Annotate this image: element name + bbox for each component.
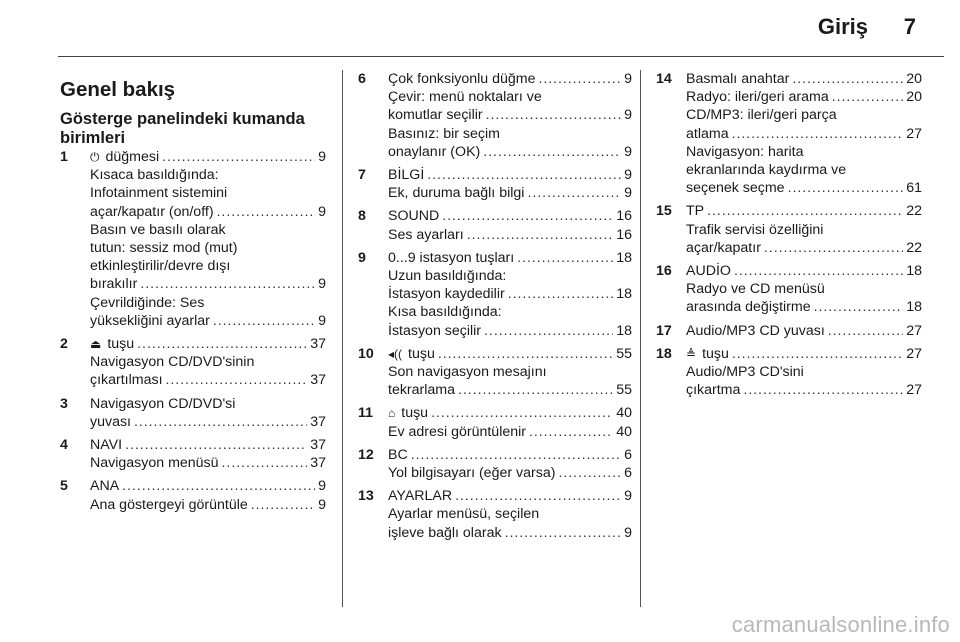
page-reference: 37 (310, 413, 326, 430)
entry-line (388, 303, 632, 321)
entry-line (90, 436, 326, 454)
index-entry (60, 477, 326, 513)
page-reference: 20 (906, 71, 922, 87)
entry-text: açar/kapatır (686, 239, 761, 256)
entry-text: NAVI (90, 437, 123, 454)
entry-body (686, 345, 922, 400)
dot-leader (411, 446, 621, 464)
entry-line (90, 257, 326, 275)
dot-leader (427, 166, 621, 184)
entry-text: etkinleştirilir/devre dışı (90, 258, 231, 275)
index-entry (60, 395, 326, 431)
page-reference: 22 (906, 203, 922, 220)
page-reference: 40 (616, 423, 632, 440)
entry-text: İstasyon seçilir (388, 322, 482, 339)
dot-leader (505, 524, 622, 542)
index-entry (358, 487, 632, 542)
entry-line (90, 413, 326, 431)
entry-text: Ek, duruma bağlı bilgi (388, 185, 525, 202)
entry-line (90, 312, 326, 330)
entry-number: 10 (358, 345, 374, 362)
entry-line (388, 524, 632, 542)
entry-text: yuvası (90, 413, 132, 430)
dot-leader (122, 477, 315, 495)
index-entry (656, 345, 922, 400)
entry-line (90, 275, 326, 293)
entry-body (388, 249, 632, 340)
entry-list (60, 148, 326, 514)
dot-leader (125, 436, 307, 454)
entry-line (686, 262, 922, 280)
entry-line (388, 207, 632, 225)
entry-body (90, 477, 326, 513)
page-reference: 18 (616, 322, 632, 339)
section-title: Genel bakış (60, 78, 176, 101)
entry-line (90, 184, 326, 202)
page-reference: 27 (906, 125, 922, 142)
entry-text: Çevir: menü noktaları ve (388, 89, 542, 106)
entry-line (388, 106, 632, 124)
entry-body (686, 262, 922, 317)
column-divider (640, 70, 641, 607)
dot-leader (828, 322, 903, 340)
home-icon: ⌂ (388, 406, 396, 421)
page-reference: 37 (310, 437, 326, 454)
dot-leader (792, 70, 903, 88)
dot-leader (538, 70, 621, 88)
entry-text: tuşu (702, 345, 729, 362)
entry-body (90, 335, 326, 390)
entry-text: Trafik servisi özelliğini (686, 221, 824, 238)
entry-number: 17 (656, 322, 672, 339)
entry-line (388, 70, 632, 88)
entry-line (90, 353, 326, 371)
entry-line (686, 345, 922, 363)
dot-leader (508, 285, 614, 303)
entry-number: 13 (358, 488, 374, 505)
entry-line (388, 226, 632, 244)
page-reference: 18 (906, 299, 922, 316)
entry-text: Basın ve basılı olarak (90, 221, 226, 238)
page-reference: 27 (906, 382, 922, 399)
entry-line (686, 381, 922, 399)
dot-leader (734, 262, 903, 280)
dot-leader (458, 381, 613, 399)
entry-line (388, 166, 632, 184)
entry-body (388, 404, 632, 440)
entry-text: tekrarlama (388, 382, 456, 399)
entry-line (388, 88, 632, 106)
page-reference: 27 (906, 345, 922, 362)
entry-line (686, 179, 922, 197)
dot-leader (431, 404, 613, 422)
page-reference: 9 (624, 107, 632, 124)
entry-list (656, 70, 922, 399)
entry-text: onaylanır (OK) (388, 143, 481, 160)
entry-text: tuşu (107, 336, 135, 353)
column-1 (60, 70, 326, 519)
entry-text: Infotainment sistemini (90, 185, 228, 202)
entry-body (388, 345, 632, 400)
entry-line (90, 166, 326, 184)
entry-line (388, 125, 632, 143)
dot-leader (483, 143, 621, 161)
index-entry (656, 202, 922, 257)
entry-text: CD/MP3: ileri/geri parça (686, 107, 837, 124)
entry-body (686, 322, 922, 340)
index-entry (656, 322, 922, 340)
entry-line (388, 249, 632, 267)
entry-text: işleve bağlı olarak (388, 524, 502, 541)
dot-leader (166, 371, 308, 389)
dot-leader (486, 106, 622, 124)
dot-leader (484, 322, 613, 340)
entry-text: Son navigasyon mesajını (388, 364, 547, 381)
entry-line (686, 298, 922, 316)
entry-line (90, 454, 326, 472)
page-reference: 9 (318, 496, 326, 513)
entry-text: bırakılır (90, 276, 138, 293)
page-reference: 9 (624, 71, 632, 87)
entry-line (686, 70, 922, 88)
dot-leader (764, 239, 903, 257)
index-entry (656, 262, 922, 317)
entry-number: 2 (60, 336, 68, 353)
entry-text: Audio/MP3 CD yuvası (686, 322, 825, 339)
entry-text: açar/kapatır (on/off) (90, 203, 214, 220)
page-reference: 27 (906, 322, 922, 339)
dot-leader (442, 207, 613, 225)
index-entry (358, 345, 632, 400)
entry-number: 6 (358, 71, 366, 87)
entry-text: TP (686, 203, 705, 220)
entry-text: Navigasyon: harita (686, 143, 804, 160)
page-reference: 9 (318, 312, 326, 329)
entry-line (388, 381, 632, 399)
index-entry (60, 148, 326, 330)
entry-line (686, 322, 922, 340)
entry-body (686, 202, 922, 257)
entry-line (90, 395, 326, 413)
entry-line (90, 221, 326, 239)
entry-text: ANA (90, 478, 120, 495)
page-reference: 55 (616, 345, 632, 362)
entry-line (90, 371, 326, 389)
entry-line (90, 496, 326, 514)
entry-number: 18 (656, 345, 672, 362)
entry-line (388, 267, 632, 285)
dot-leader (558, 464, 621, 482)
index-entry (358, 249, 632, 340)
entry-text: çıkartılması (90, 372, 163, 389)
entry-text: çıkartma (686, 382, 741, 399)
index-entry (358, 446, 632, 482)
entry-body (686, 70, 922, 197)
entry-text: Uzun basıldığında: (388, 268, 507, 285)
dot-leader (222, 454, 308, 472)
entry-body (388, 70, 632, 161)
page-reference: 37 (310, 372, 326, 389)
entry-line (686, 202, 922, 220)
dot-leader (140, 275, 315, 293)
entry-number: 4 (60, 437, 68, 454)
entry-line (90, 477, 326, 495)
page-reference: 9 (624, 488, 632, 505)
entry-text: Ayarlar menüsü, seçilen (388, 506, 540, 523)
entry-line (388, 285, 632, 303)
entry-text: düğmesi (105, 149, 160, 165)
page-reference: 18 (616, 286, 632, 303)
entry-text: SOUND (388, 208, 440, 225)
entry-text: Audio/MP3 CD'sini (686, 364, 804, 381)
entry-text: tutun: sessiz mod (mut) (90, 240, 238, 257)
entry-line (388, 505, 632, 523)
page-reference: 20 (906, 89, 922, 106)
page-header-title: Giriş (817, 14, 868, 39)
entry-text: Ev adresi görüntülenir (388, 423, 527, 440)
entry-text: Çevrildiğinde: Ses (90, 294, 205, 311)
page-reference: 37 (310, 455, 326, 472)
entry-text: tuşu (401, 405, 429, 422)
page-reference: 61 (906, 180, 922, 197)
dot-leader (251, 496, 315, 514)
entry-line (388, 345, 632, 363)
dot-leader (134, 413, 307, 431)
entry-text: atlama (686, 125, 729, 142)
entry-text: Radyo ve CD menüsü (686, 281, 825, 298)
page-reference: 9 (624, 167, 632, 184)
entry-body (388, 207, 632, 243)
dot-leader (732, 125, 904, 143)
entry-line (686, 161, 922, 179)
entry-line (388, 143, 632, 161)
entry-line (388, 184, 632, 202)
entry-line (686, 239, 922, 257)
entry-number: 12 (358, 446, 374, 463)
dot-leader (832, 88, 903, 106)
index-entry (60, 436, 326, 472)
entry-text: seçenek seçme (686, 180, 785, 197)
page-reference: 9 (624, 143, 632, 160)
page-reference: 6 (624, 465, 632, 482)
entry-line (90, 239, 326, 257)
entry-text: yüksekliğini ayarlar (90, 312, 210, 329)
index-entry (358, 404, 632, 440)
dot-leader (438, 345, 613, 363)
entry-body (388, 166, 632, 202)
entry-line (686, 106, 922, 124)
entry-line (686, 363, 922, 381)
dot-leader (788, 179, 904, 197)
entry-text: Basınız: bir seçim (388, 125, 500, 142)
entry-text: AYARLAR (388, 488, 453, 505)
dot-leader (732, 345, 903, 363)
entry-line (90, 294, 326, 312)
entry-number: 7 (358, 167, 366, 184)
entry-line (686, 280, 922, 298)
entry-text: AUDİO (686, 263, 731, 280)
entry-text: Ses ayarları (388, 226, 464, 243)
index-entry (358, 166, 632, 202)
entry-number: 14 (656, 71, 672, 87)
page-reference: 37 (310, 336, 326, 353)
entry-text: Yol bilgisayarı (eğer varsa) (388, 465, 556, 482)
index-entry (358, 207, 632, 243)
entry-line (388, 404, 632, 422)
entry-number: 1 (60, 149, 68, 165)
entry-line (388, 322, 632, 340)
entry-text: Ana göstergeyi görüntüle (90, 496, 248, 513)
entry-line (388, 446, 632, 464)
entry-text: Navigasyon CD/DVD'si (90, 395, 236, 412)
entry-body (90, 148, 326, 330)
dot-leader (213, 312, 315, 330)
dot-leader (455, 487, 621, 505)
page-reference: 9 (318, 149, 326, 165)
entry-number: 15 (656, 203, 672, 220)
dot-leader (162, 148, 315, 166)
entry-text: Navigasyon menüsü (90, 455, 219, 472)
power-knob-icon: ⏻ (90, 150, 100, 164)
page-reference: 55 (616, 382, 632, 399)
entry-text: Çok fonksiyonlu düğme (388, 71, 536, 87)
entry-text: BC (388, 446, 408, 463)
entry-number: 9 (358, 249, 366, 266)
entry-line (388, 423, 632, 441)
page-reference: 18 (906, 263, 922, 280)
dot-leader (814, 298, 904, 316)
dot-leader (743, 381, 903, 399)
dot-leader (707, 202, 903, 220)
entry-line (686, 88, 922, 106)
entry-text: komutlar seçilir (388, 107, 483, 124)
entry-number: 8 (358, 208, 366, 225)
page-reference: 18 (616, 249, 632, 266)
entry-text: tuşu (408, 345, 435, 362)
section-subtitle: Gösterge panelindeki kumanda birimleri (60, 110, 305, 147)
column-divider (342, 70, 343, 607)
column-2 (358, 70, 632, 547)
header-divider (58, 56, 944, 57)
page-reference: 16 (616, 208, 632, 225)
watermark: carmanualsonline.info (731, 612, 950, 637)
page-reference: 9 (624, 524, 632, 541)
entry-number: 5 (60, 478, 68, 495)
index-entry (358, 70, 632, 161)
page-reference: 9 (318, 203, 326, 220)
entry-number: 11 (358, 405, 373, 422)
page-reference: 22 (906, 239, 922, 256)
dot-leader (527, 184, 621, 202)
page-reference: 40 (616, 405, 632, 422)
entry-text: İstasyon kaydedilir (388, 286, 505, 303)
entry-line (90, 148, 326, 166)
page-reference: 16 (616, 226, 632, 243)
entry-line (388, 363, 632, 381)
dot-leader (467, 226, 614, 244)
entry-text: Basmalı anahtar (686, 71, 790, 87)
entry-text: BİLGİ (388, 167, 425, 184)
eject-icon: ⏏ (90, 337, 102, 352)
entry-body (90, 436, 326, 472)
entry-body (388, 446, 632, 482)
entry-text: arasında değiştirme (686, 299, 811, 316)
page-reference: 9 (318, 276, 326, 293)
entry-line (90, 203, 326, 221)
page-number: 7 (903, 14, 916, 39)
index-entry (656, 70, 922, 197)
entry-line (686, 221, 922, 239)
entry-line (90, 335, 326, 353)
entry-line (388, 487, 632, 505)
dot-leader (137, 335, 307, 353)
entry-text: Navigasyon CD/DVD'sinin (90, 354, 255, 371)
entry-number: 3 (60, 395, 68, 412)
dot-leader (529, 423, 613, 441)
column-3 (656, 70, 922, 404)
dot-leader (517, 249, 613, 267)
entry-body (388, 487, 632, 542)
entry-text: ekranlarında kaydırma ve (686, 162, 847, 179)
index-entry (60, 335, 326, 390)
entry-body (90, 395, 326, 431)
entry-line (686, 125, 922, 143)
page-reference: 9 (318, 478, 326, 495)
voice-repeat-icon: ◂(( (388, 346, 403, 361)
entry-number: 16 (656, 263, 672, 280)
entry-list (358, 70, 632, 542)
entry-line (686, 143, 922, 161)
eject-icon: ≜ (686, 346, 697, 361)
entry-line (388, 464, 632, 482)
page-reference: 6 (624, 446, 632, 463)
entry-text: Kısa basıldığında: (388, 304, 502, 321)
entry-text: 0...9 istasyon tuşları (388, 249, 515, 266)
entry-text: Kısaca basıldığında: (90, 167, 219, 184)
entry-text: Radyo: ileri/geri arama (686, 89, 829, 106)
dot-leader (217, 203, 316, 221)
page-reference: 9 (624, 185, 632, 202)
